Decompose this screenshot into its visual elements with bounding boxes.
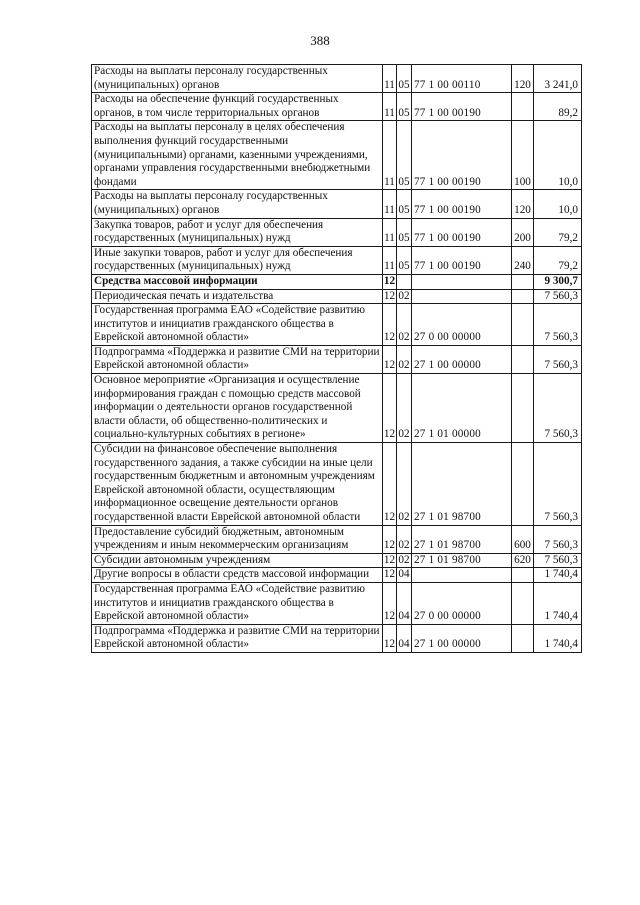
amount-cell: 3 241,0 xyxy=(534,65,582,93)
target-article-cell: 27 1 00 00000 xyxy=(412,624,512,652)
table-row xyxy=(92,246,582,274)
expense-type-cell: 240 xyxy=(512,246,534,274)
section-code-cell: 12 xyxy=(383,624,397,652)
expense-type-cell xyxy=(512,93,534,121)
amount-cell: 7 560,3 xyxy=(534,525,582,553)
target-article-cell: 27 0 00 00000 xyxy=(412,582,512,624)
section-code-cell: 11 xyxy=(383,190,397,218)
target-article-cell: 27 1 01 98700 xyxy=(412,525,512,553)
expense-type-cell xyxy=(512,374,534,443)
table-row xyxy=(92,190,582,218)
subsection-code-cell: 02 xyxy=(397,289,412,304)
amount-cell: 7 560,3 xyxy=(534,289,582,304)
amount-cell: 79,2 xyxy=(534,218,582,246)
table-row xyxy=(92,443,582,526)
amount-cell: 1 740,4 xyxy=(534,582,582,624)
row-name-cell: Субсидии на финансовое обеспечение выполнения государственного задания, а также субсидии на иные цели государственным бюджетным и автономным учреждениям Еврейской автономной области, осуществляющим информационное освещение деятельности органов государственной власти Еврейской автономной области xyxy=(92,443,383,526)
amount-cell: 7 560,3 xyxy=(534,443,582,526)
subsection-code-cell: 02 xyxy=(397,525,412,553)
table-row xyxy=(92,304,582,346)
amount-cell: 89,2 xyxy=(534,93,582,121)
section-code-cell: 12 xyxy=(383,345,397,373)
section-code-cell: 12 xyxy=(383,443,397,526)
subsection-code-cell: 02 xyxy=(397,345,412,373)
subsection-code-cell: 05 xyxy=(397,93,412,121)
table-row xyxy=(92,525,582,553)
subsection-code-cell: 02 xyxy=(397,443,412,526)
target-article-cell: 27 0 00 00000 xyxy=(412,304,512,346)
section-code-cell: 11 xyxy=(383,218,397,246)
subsection-code-cell: 05 xyxy=(397,218,412,246)
amount-cell: 10,0 xyxy=(534,121,582,190)
row-name-cell: Подпрограмма «Поддержка и развитие СМИ на территории Еврейской автономной области» xyxy=(92,624,383,652)
table-row xyxy=(92,65,582,93)
row-name-cell: Расходы на обеспечение функций государственных органов, в том числе территориальных органов xyxy=(92,93,383,121)
table-row xyxy=(92,218,582,246)
expense-type-cell: 200 xyxy=(512,218,534,246)
amount-cell: 79,2 xyxy=(534,246,582,274)
amount-cell: 1 740,4 xyxy=(534,624,582,652)
row-name-cell: Предоставление субсидий бюджетным, автономным учреждениям и иным некоммерческим организациям xyxy=(92,525,383,553)
expense-type-cell: 100 xyxy=(512,121,534,190)
target-article-cell: 77 1 00 00190 xyxy=(412,93,512,121)
subsection-code-cell xyxy=(397,274,412,289)
section-code-cell: 12 xyxy=(383,374,397,443)
target-article-cell xyxy=(412,289,512,304)
subsection-code-cell: 04 xyxy=(397,582,412,624)
amount-cell: 7 560,3 xyxy=(534,553,582,568)
target-article-cell: 77 1 00 00190 xyxy=(412,121,512,190)
row-name-cell: Основное мероприятие «Организация и осуществление информирования граждан с помощью средств массовой информации о деятельности органов государственной власти области, об общественно-политических и социально-культурных событиях в регионе» xyxy=(92,374,383,443)
row-name-cell: Расходы на выплаты персоналу государственных (муниципальных) органов xyxy=(92,190,383,218)
table-row xyxy=(92,93,582,121)
amount-cell: 10,0 xyxy=(534,190,582,218)
row-name-cell: Государственная программа ЕАО «Содействие развитию институтов и инициатив гражданского общества в Еврейской автономной области» xyxy=(92,582,383,624)
target-article-cell: 77 1 00 00110 xyxy=(412,65,512,93)
expense-type-cell xyxy=(512,345,534,373)
section-code-cell: 12 xyxy=(383,525,397,553)
budget-table xyxy=(91,64,582,653)
expense-type-cell xyxy=(512,274,534,289)
subsection-code-cell: 05 xyxy=(397,65,412,93)
subsection-code-cell: 05 xyxy=(397,121,412,190)
budget-table-body xyxy=(92,65,582,653)
section-code-cell: 12 xyxy=(383,274,397,289)
expense-type-cell: 620 xyxy=(512,553,534,568)
target-article-cell: 27 1 00 00000 xyxy=(412,345,512,373)
expense-type-cell xyxy=(512,624,534,652)
row-name-cell: Средства массовой информации xyxy=(92,274,383,289)
section-code-cell: 12 xyxy=(383,553,397,568)
table-row xyxy=(92,121,582,190)
expense-type-cell xyxy=(512,289,534,304)
subsection-code-cell: 05 xyxy=(397,246,412,274)
table-row xyxy=(92,553,582,568)
row-name-cell: Иные закупки товаров, работ и услуг для обеспечения государственных (муниципальных) нужд xyxy=(92,246,383,274)
row-name-cell: Закупка товаров, работ и услуг для обеспечения государственных (муниципальных) нужд xyxy=(92,218,383,246)
row-name-cell: Субсидии автономным учреждениям xyxy=(92,553,383,568)
table-row xyxy=(92,374,582,443)
expense-type-cell xyxy=(512,582,534,624)
table-row xyxy=(92,345,582,373)
section-code-cell: 11 xyxy=(383,93,397,121)
expense-type-cell xyxy=(512,443,534,526)
expense-type-cell xyxy=(512,304,534,346)
row-name-cell: Подпрограмма «Поддержка и развитие СМИ на территории Еврейской автономной области» xyxy=(92,345,383,373)
row-name-cell: Расходы на выплаты персоналу государственных (муниципальных) органов xyxy=(92,65,383,93)
subsection-code-cell: 04 xyxy=(397,568,412,583)
target-article-cell: 27 1 01 98700 xyxy=(412,443,512,526)
section-code-cell: 12 xyxy=(383,582,397,624)
target-article-cell: 77 1 00 00190 xyxy=(412,190,512,218)
expense-type-cell: 120 xyxy=(512,65,534,93)
target-article-cell: 77 1 00 00190 xyxy=(412,246,512,274)
table-row xyxy=(92,624,582,652)
section-code-cell: 12 xyxy=(383,304,397,346)
row-name-cell: Государственная программа ЕАО «Содействие развитию институтов и инициатив гражданского общества в Еврейской автономной области» xyxy=(92,304,383,346)
expense-type-cell xyxy=(512,568,534,583)
target-article-cell xyxy=(412,274,512,289)
table-row xyxy=(92,568,582,583)
amount-cell: 7 560,3 xyxy=(534,345,582,373)
target-article-cell: 27 1 01 98700 xyxy=(412,553,512,568)
amount-cell: 7 560,3 xyxy=(534,304,582,346)
row-name-cell: Периодическая печать и издательства xyxy=(92,289,383,304)
target-article-cell xyxy=(412,568,512,583)
table-row xyxy=(92,274,582,289)
amount-cell: 7 560,3 xyxy=(534,374,582,443)
section-code-cell: 11 xyxy=(383,121,397,190)
target-article-cell: 27 1 01 00000 xyxy=(412,374,512,443)
subsection-code-cell: 04 xyxy=(397,624,412,652)
row-name-cell: Другие вопросы в области средств массовой информации xyxy=(92,568,383,583)
table-row xyxy=(92,289,582,304)
amount-cell: 9 300,7 xyxy=(534,274,582,289)
section-code-cell: 11 xyxy=(383,246,397,274)
target-article-cell: 77 1 00 00190 xyxy=(412,218,512,246)
subsection-code-cell: 05 xyxy=(397,190,412,218)
expense-type-cell: 120 xyxy=(512,190,534,218)
amount-cell: 1 740,4 xyxy=(534,568,582,583)
row-name-cell: Расходы на выплаты персоналу в целях обеспечения выполнения функций государственными (муниципальными) органами, казенными учреждениями, органами управления государственными внебюджетными фондами xyxy=(92,121,383,190)
subsection-code-cell: 02 xyxy=(397,374,412,443)
section-code-cell: 12 xyxy=(383,568,397,583)
section-code-cell: 11 xyxy=(383,65,397,93)
subsection-code-cell: 02 xyxy=(397,553,412,568)
subsection-code-cell: 02 xyxy=(397,304,412,346)
expense-type-cell: 600 xyxy=(512,525,534,553)
section-code-cell: 12 xyxy=(383,289,397,304)
table-row xyxy=(92,582,582,624)
page-number: 388 xyxy=(310,33,330,48)
